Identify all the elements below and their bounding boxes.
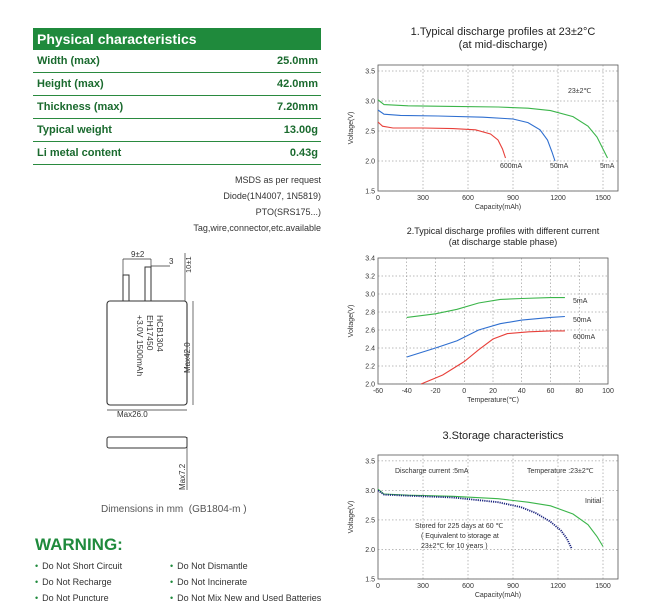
y-tick-label: 2.8 [365,309,375,317]
warning-list-left [35,558,122,606]
row-value: 13.00g [283,124,318,136]
x-tick-label: 20 [489,388,497,395]
chart2-title-block [378,226,628,248]
note-item: Diode(1N4007, 1N5819) [223,191,321,201]
warning-item: • Do Not Dismantle [170,561,248,571]
x-tick-label: 1200 [550,195,566,202]
y-tick-label: 3.0 [365,487,375,495]
warning-list-right [170,558,321,606]
y-tick-label: 3.4 [365,255,375,263]
y-tick-label: 2.2 [365,363,375,371]
table-row [33,119,321,142]
row-value: 0.43g [289,147,318,159]
warning-item: • Do Not Mix New and Used Batteries [170,593,322,603]
x-tick-label: 1200 [550,583,566,590]
label-line: EH17450 [145,315,155,351]
warning-item: • Do Not Incinerate [170,577,248,587]
x-tick-label: 40 [517,388,526,395]
y-tick-label: 3.5 [365,68,375,76]
dim-tab: 3 [169,257,174,266]
x-tick-label: 60 [546,388,555,395]
y-tick-label: 2.0 [365,158,375,166]
y-tick-label: 2.0 [365,381,375,389]
y-tick-label: 2.5 [365,517,375,525]
x-tick-label: 600 [462,195,474,202]
x-tick-label: 300 [417,583,429,590]
x-tick-label: 0 [376,583,380,590]
chart-annotation: 23±2℃ [568,88,592,95]
x-tick-label: -20 [430,388,441,395]
x-tick-label: 0 [376,195,380,202]
x-tick-label: 80 [575,388,584,395]
row-value: 42.0mm [277,78,318,90]
chart-annotation: 23±2℃ for 10 years ) [421,543,488,550]
chart-annotation: Discharge current :5mA [395,468,469,475]
x-axis-label: Temperature(℃) [467,397,519,404]
chart1-title-block [378,26,628,52]
table-row [33,142,321,165]
tab-left [123,275,129,301]
y-axis-label: Voltage(V) [348,500,355,534]
chart-annotation: Initial [585,498,602,505]
y-axis-label: Voltage(V) [348,111,355,145]
chart-annotation: Temperature :23±2℃ [527,468,594,475]
x-tick-label: 1500 [595,583,611,590]
notes-list [193,172,321,236]
chart1-title: 1.Typical discharge profiles at 23±2°C [410,26,596,38]
dim-width: Max26.0 [117,410,148,419]
x-tick-label: 900 [507,195,519,202]
x-tick-label: 0 [462,388,467,395]
chart-annotation: 50mA [550,163,569,170]
chart3-title-block [378,430,628,443]
y-tick-label: 2.5 [365,128,375,136]
y-tick-label: 2.4 [365,345,375,353]
row-label: Thickness (max) [37,101,124,113]
y-tick-label: 2.0 [365,546,375,554]
y-axis-label: Voltage(V) [348,304,355,338]
table-row [33,96,321,119]
y-tick-label: 3.2 [365,273,375,281]
row-label: Width (max) [37,55,100,67]
table-title: Physical characteristics [33,28,321,50]
physical-characteristics-table [33,28,321,165]
x-axis-label: Capacity(mAh) [474,204,522,211]
warning-title: WARNING: [35,535,123,554]
dimension-caption: Dimensions in mm (GB1804-m ) [101,504,247,515]
x-tick-label: -60 [372,388,384,395]
chart-annotation: 50mA [573,317,592,324]
warning-item: • Do Not Puncture [35,593,109,603]
dim-thickness: Max7.2 [178,463,187,490]
chart1-subtitle: (at mid-discharge) [458,39,548,51]
y-tick-label: 1.5 [365,576,375,584]
chart-annotation: 5mA [600,163,615,170]
warning-item: • Do Not Recharge [35,577,112,587]
chart-annotation: 600mA [573,334,596,341]
x-tick-label: 300 [417,195,429,202]
chart3-title: 3.Storage characteristics [442,430,564,442]
tab-right [145,267,151,301]
chart2-subtitle: (at discharge stable phase) [448,237,558,247]
dimension-drawing [95,245,215,490]
x-axis-label: Capacity(mAh) [474,592,522,599]
y-tick-label: 3.0 [365,291,375,299]
row-value: 25.0mm [277,55,318,67]
chart-annotation: 600mA [500,163,523,170]
dim-tab-height: 10±1 [184,256,193,273]
row-label: Height (max) [37,78,104,90]
chart-annotation: 5mA [573,298,588,305]
y-tick-label: 2.6 [365,327,375,335]
warning-item: • Do Not Short Circuit [35,561,123,571]
row-label: Li metal content [37,147,122,159]
y-tick-label: 3.0 [365,98,375,106]
chart2-title: 2.Typical discharge profiles with different current [406,226,600,236]
note-item: PTO(SRS175...) [255,207,321,217]
chart1-discharge-profiles [335,55,625,220]
dim-height: Max42.0 [183,342,192,373]
chart2-temperature-profiles [335,248,625,413]
x-tick-label: 900 [507,583,519,590]
x-tick-label: 100 [602,388,614,395]
row-value: 7.20mm [277,101,318,113]
chart3-storage-characteristics [335,445,625,605]
y-tick-label: 1.5 [365,188,375,196]
label-line: HCB1304 [155,315,165,352]
note-item: Tag,wire,connector,etc.available [193,223,321,233]
x-tick-label: -40 [401,388,412,395]
dim-top-width: 9±2 [131,250,145,259]
chart-annotation: ( Equivalent to storage at [421,533,499,540]
table-row [33,50,321,73]
note-item: MSDS as per request [234,175,321,185]
y-tick-label: 3.5 [365,458,375,466]
chart-annotation: Stored for 225 days at 60 ℃ [415,523,504,530]
cell-side-view [107,437,187,448]
row-label: Typical weight [37,124,112,136]
x-tick-label: 1500 [595,195,611,202]
x-tick-label: 600 [462,583,474,590]
table-row [33,73,321,96]
label-line: +3.0V 1500mAh [135,315,145,377]
